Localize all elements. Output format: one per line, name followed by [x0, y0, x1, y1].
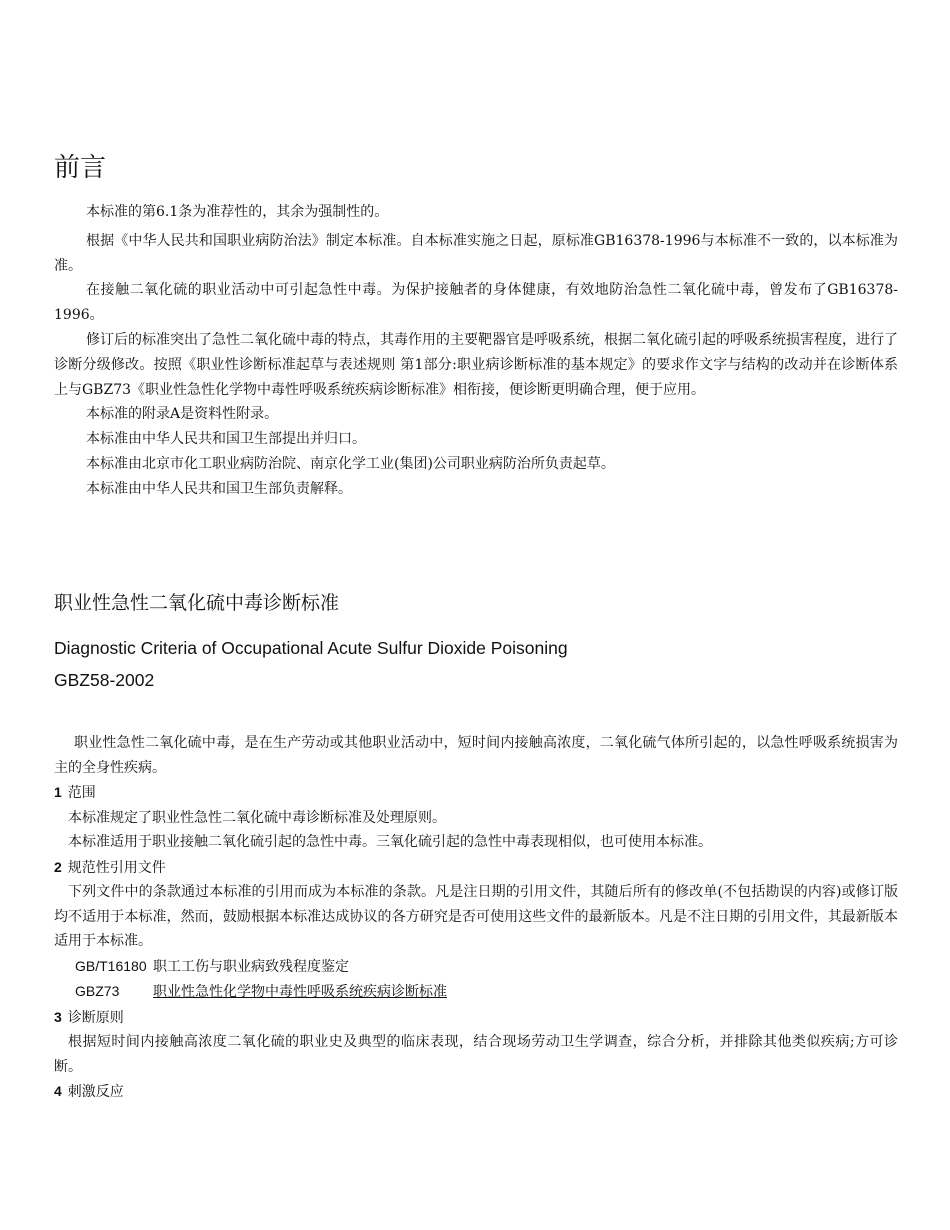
section-number: 4 — [54, 1083, 62, 1099]
standard-title-cn: 职业性急性二氧化硫中毒诊断标准 — [54, 592, 340, 614]
section-number: 2 — [54, 858, 62, 875]
section-heading-3 — [54, 1005, 898, 1031]
section-heading-4 — [54, 1079, 898, 1105]
section-3-paragraph-1: 根据短时间内接触高浓度二氧化硫的职业史及典型的临床表现，结合现场劳动卫生学调查，综合分析，并排除其他类似疾病;方可诊断。 — [54, 1034, 898, 1075]
foreword-paragraph-6: 本标准由中华人民共和国卫生部提出并归口。 — [86, 431, 366, 448]
foreword-paragraph-5: 本标准的附录A是资料性附录。 — [86, 406, 279, 423]
section-title: 诊断原则 — [67, 1009, 124, 1026]
section-title: 刺激反应 — [67, 1084, 124, 1100]
standard-intro: 职业性急性二氧化硫中毒，是在生产劳动或其他职业活动中，短时间内接触高浓度，二氧化硫气体所引起的，以急性呼吸系统损害为主的全身性疾病。 — [54, 735, 898, 776]
section-heading-1 — [54, 780, 898, 806]
foreword-paragraph-2: 根据《中华人民共和国职业病防治法》制定本标准。自本标准实施之日起，原标准GB16378-1996与本标准不一致的，以本标准为准。 — [54, 232, 898, 274]
section-number: 3 — [54, 1008, 62, 1025]
reference-title: 职工工伤与职业病致残程度鉴定 — [153, 958, 349, 975]
section-2-paragraph-1: 下列文件中的条款通过本标准的引用而成为本标准的条款。凡是注日期的引用文件，其随后所有的修改单(不包括勘误的内容)或修订版均不适用于本标准，然而，鼓励根据本标准达成协议的各方研究是否可使用这些文件的最新版本。凡是不注日期的引用文件，其最新版本适用于本标准。 — [54, 884, 898, 949]
reference-item-1 — [54, 954, 898, 980]
foreword-section — [54, 200, 898, 502]
reference-item-2 — [54, 979, 898, 1005]
section-1-paragraph-1: 本标准规定了职业性急性二氧化硫中毒诊断标准及处理原则。 — [68, 809, 446, 826]
standard-body — [54, 731, 898, 1105]
section-number: 1 — [54, 784, 62, 800]
foreword-paragraph-3: 在接触二氧化硫的职业活动中可引起急性中毒。为保护接触者的身体健康，有效地防治急性二氧化硫中毒，曾发布了GB16378-1996。 — [54, 282, 898, 324]
standard-title-en: Diagnostic Criteria of Occupational Acute Sulfur Dioxide Poisoning — [54, 638, 568, 658]
foreword-paragraph-8: 本标准由中华人民共和国卫生部负责解释。 — [86, 480, 352, 497]
foreword-title: 前言 — [54, 153, 107, 183]
foreword-paragraph-7: 本标准由北京市化工职业病防治院、南京化学工业(集团)公司职业病防治所负责起草。 — [86, 455, 615, 472]
standard-code: GBZ58-2002 — [54, 670, 155, 690]
reference-code: GB/T16180 — [75, 957, 147, 974]
section-1-paragraph-2: 本标准适用于职业接触二氧化硫引起的急性中毒。三氧化硫引起的急性中毒表现相似，也可使用本标准。 — [68, 834, 712, 850]
foreword-paragraph-1: 本标准的第6.1条为准荐性的，其余为强制性的。 — [86, 204, 389, 220]
reference-code: GBZ73 — [75, 983, 120, 999]
section-title: 范围 — [67, 785, 96, 801]
section-title: 规范性引用文件 — [67, 859, 166, 876]
foreword-paragraph-4: 修订后的标准突出了急性二氧化硫中毒的特点，其毒作用的主要靶器官是呼吸系统，根据二氧化硫引起的呼吸系统损害程度，进行了诊断分级修改。按照《职业性诊断标准起草与表述规则 第1部分:职业病诊断标准的基本规定》的要求作文字与结构的改动并在诊断体系上与GBZ73《职业性急性化学物中毒性呼吸系统疾病诊断标准》相衔接，便诊断更明确合理，便于应用。 — [54, 331, 898, 398]
reference-title-link[interactable]: 职业性急性化学物中毒性呼吸系统疾病诊断标准 — [153, 984, 447, 1000]
section-heading-2 — [54, 855, 898, 881]
